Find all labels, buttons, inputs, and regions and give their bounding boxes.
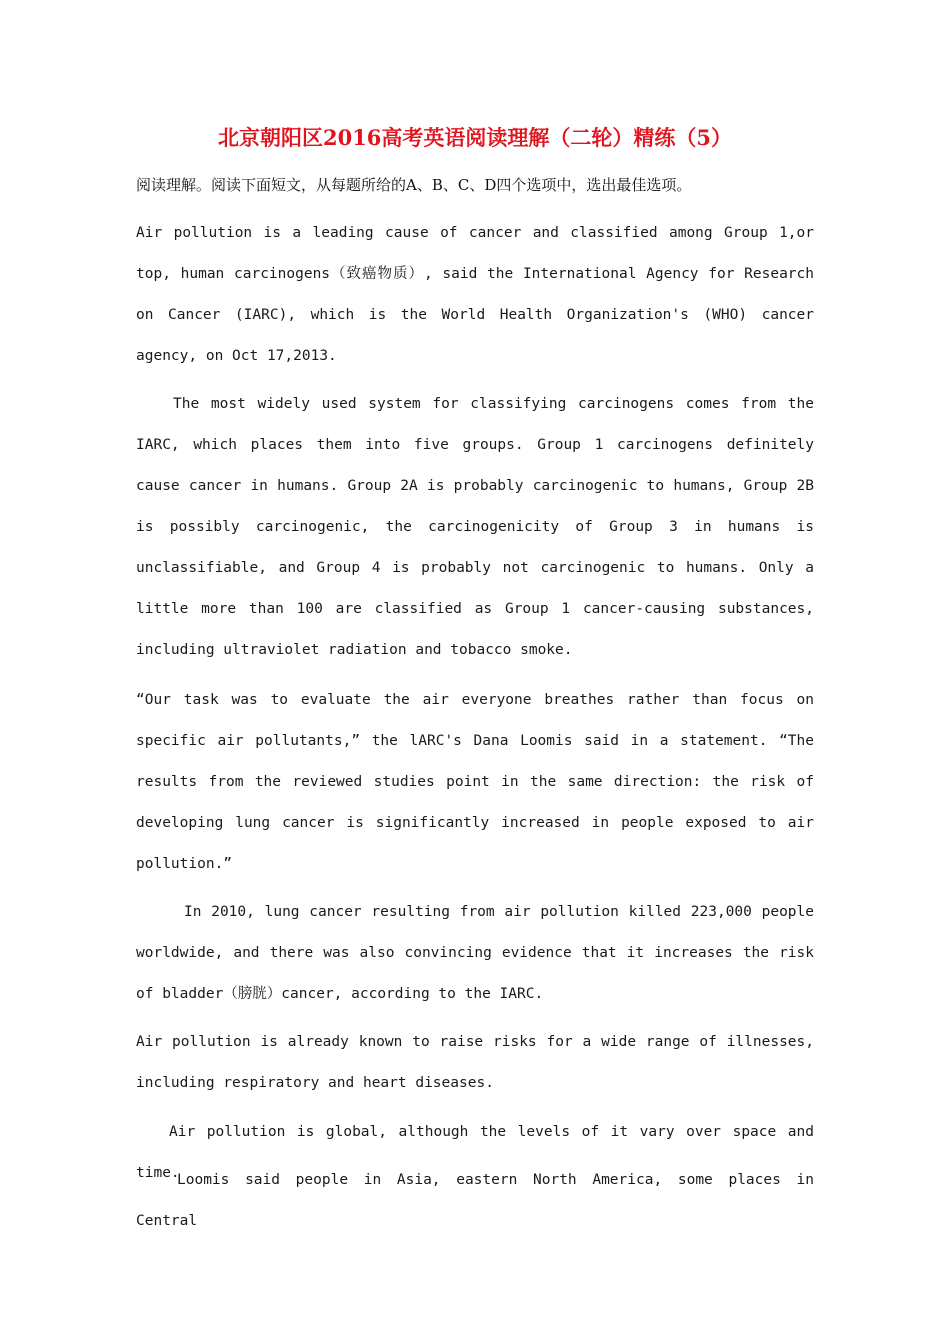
reading-instructions: 阅读理解。阅读下面短文，从每题所给的A、B、C、D四个选项中，选出最佳选项。 <box>136 176 692 194</box>
paragraph-4: In 2010, lung cancer resulting from air pollution killed 223,000 people worldwide, and there was also convincing evidence that it increases the risk of bladder（膀胱）cancer, according to the IARC. <box>136 904 814 1002</box>
paragraph-2: The most widely used system for classifying carcinogens comes from the IARC, which places them into five groups. Group 1 carcinogens definitely cause cancer in humans. Group 2A is probably carcinogenic to humans, Group 2B is possibly carcinogenic, the carcinogenicity of Group 3 in humans is unclassifiable, and Group 4 is probably not carcinogenic to humans. Only a little more than 100 are classified as Group 1 cancer-causing substances, including ultraviolet radiation and tobacco smoke. <box>136 396 814 658</box>
paragraph-1: Air pollution is a leading cause of cancer and classified among Group 1,or top, human carcinogens（致癌物质）, said the International Agency for Research on Cancer (IARC), which is the World Health Organization's (WHO) cancer agency, on Oct 17,2013. <box>136 225 814 364</box>
document-title: 北京朝阳区2016高考英语阅读理解（二轮）精练（5） <box>217 125 733 150</box>
paragraph-6: Air pollution is global, although the levels of it vary over space and time. <box>136 1124 814 1181</box>
paragraph-3: “Our task was to evaluate the air everyone breathes rather than focus on specific air pollutants,” the lARC's Dana Loomis said in a statement. “The results from the reviewed studies point in the same direction: the risk of developing lung cancer is significantly increased in people exposed to air pollution.” <box>136 692 814 872</box>
paragraph-5: Air pollution is already known to raise risks for a wide range of illnesses, including respiratory and heart diseases. <box>136 1034 814 1091</box>
paragraph-7: Loomis said people in Asia, eastern North America, some places in Central <box>136 1172 814 1229</box>
